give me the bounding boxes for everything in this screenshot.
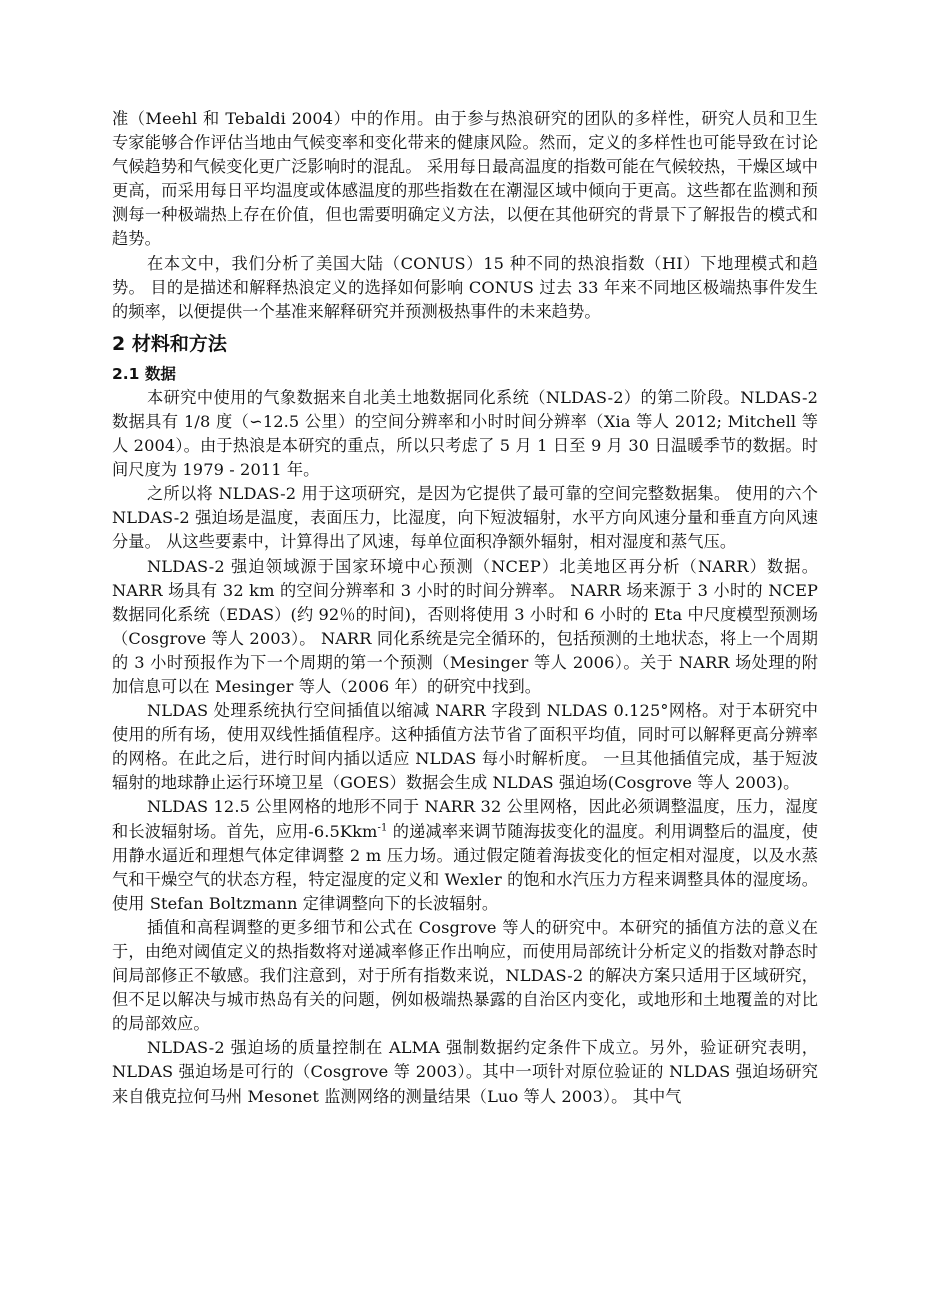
paragraph-study-aim: 在本文中，我们分析了美国大陆（CONUS）15 种不同的热浪指数（HI）下地理模式和趋势。 目的是描述和解释热浪定义的选择如何影响 CONUS 过去 33 年来不同地区极端热事件发生的频率，以便提供一个基准来解释研究并预测极热事件的未来趋势。 xyxy=(112,253,818,321)
section-heading-materials-methods: 2 材料和方法 xyxy=(112,332,227,355)
paragraph-narr: NLDAS-2 强迫领域源于国家环境中心预测（NCEP）北美地区再分析（NARR）数据。 NARR 场具有 32 km 的空间分辨率和 3 小时的时间分辨率。 NARR 场来源于 3 小时的 NCEP 数据同化系统（EDAS）(约 92％的时间)，否则将使用 3 小时和 6 小时的 Eta 中尺度模型预测场（Cosgrove 等人 2003）。 NARR 同化系统是完全循环的，包括预测的土地状态，将上一个周期的 3 小时预报作为下一个周期的第一个预测（Mesinger 等人 2006）。关于 NARR 场处理的附加信息可以在 Mesinger 等人（2006 年）的研究中找到。 xyxy=(112,556,818,696)
paragraph-nldas-source: 本研究中使用的气象数据来自北美土地数据同化系统（NLDAS-2）的第二阶段。NLDAS-2 数据具有 1/8 度（∽12.5 公里）的空间分辨率和小时时间分辨率（Xia 等人 2012; Mitchell 等人 2004）。由于热浪是本研究的重点，所以只考虑了 5 月 1 日至 9 月 30 日温暖季节的数据。时间尺度为 1979 - 2011 年。 xyxy=(112,387,818,480)
subsection-heading-data: 2.1 数据 xyxy=(112,364,176,383)
paragraph-interpolation: NLDAS 处理系统执行空间插值以缩减 NARR 字段到 NLDAS 0.125°网格。对于本研究中使用的所有场，使用双线性插值程序。这种插值方法节省了面积平均值，同时可以解释更高分辨率的网格。在此之后，进行时间内插以适应 NLDAS 每小时解析度。 一旦其他插值完成，基于短波辐射的地球静止运行环境卫星（GOES）数据会生成 NLDAS 强迫场(Cosgrove 等人 2003)。 xyxy=(112,701,818,793)
paragraph-elevation-details: 插值和高程调整的更多细节和公式在 Cosgrove 等人的研究中。本研究的插值方法的意义在于，由绝对阈值定义的热指数将对递减率修正作出响应，而使用局部统计分析定义的指数对静态时间局部修正不敏感。我们注意到，对于所有指数来说，NLDAS-2 的解决方案只适用于区域研究，但不足以解决与城市热岛有关的问题，例如极端热暴露的自治区内变化，或地形和土地覆盖的对比的局部效应。 xyxy=(112,917,818,1034)
paragraph-terrain-adjustment xyxy=(112,795,818,915)
paragraph-quality-control: NLDAS-2 强迫场的质量控制在 ALMA 强制数据约定条件下成立。另外，验证研究表明，NLDAS 强迫场是可行的（Cosgrove 等 2003）。其中一项针对原位验证的 NLDAS 强迫场研究来自俄克拉何马州 Mesonet 监测网络的测量结果（Luo 等人 2003）。 其中气 xyxy=(112,1038,818,1106)
paragraph-forcing-fields: 之所以将 NLDAS-2 用于这项研究，是因为它提供了最可靠的空间完整数据集。 使用的六个 NLDAS-2 强迫场是温度，表面压力，比湿度，向下短波辐射，水平方向风速分量和垂直方向风速分量。 从这些要素中，计算得出了风速，每单位面积净额外辐射，相对湿度和蒸气压。 xyxy=(112,484,818,552)
terrain-text-part1: NLDAS 12.5 公里网格的地形不同于 NARR 32 公里网格，因此必须调整温度，压力，湿度和长波辐射场。首先，应用-6.5Kkm xyxy=(112,797,818,841)
lapse-rate-exponent: -1 xyxy=(377,822,388,834)
paragraph-intro-continued: 准（Meehl 和 Tebaldi 2004）中的作用。由于参与热浪研究的团队的多样性，研究人员和卫生专家能够合作评估当地由气候变率和变化带来的健康风险。然而，定义的多样性也可能导致在讨论气候趋势和气候变化更广泛影响时的混乱。 采用每日最高温度的指数可能在气候较热，干燥区域中更高，而采用每日平均温度或体感温度的那些指数在在潮湿区域中倾向于更高。这些都在监测和预测每一种极端热上存在价值，但也需要明确定义方法，以便在其他研究的背景下了解报告的模式和趋势。 xyxy=(112,109,818,249)
terrain-text-part2: 的递减率来调节随海拔变化的温度。利用调整后的温度，使用静水逼近和理想气体定律调整 2 m 压力场。通过假定随着海拔变化的恒定相对湿度，以及水蒸气和干燥空气的状态方程，特定湿度的定义和 Wexler 的饱和水汽压力方程来调整具体的湿度场。使用 Stefan Boltzmann 定律调整向下的长波辐射。 xyxy=(112,821,818,913)
